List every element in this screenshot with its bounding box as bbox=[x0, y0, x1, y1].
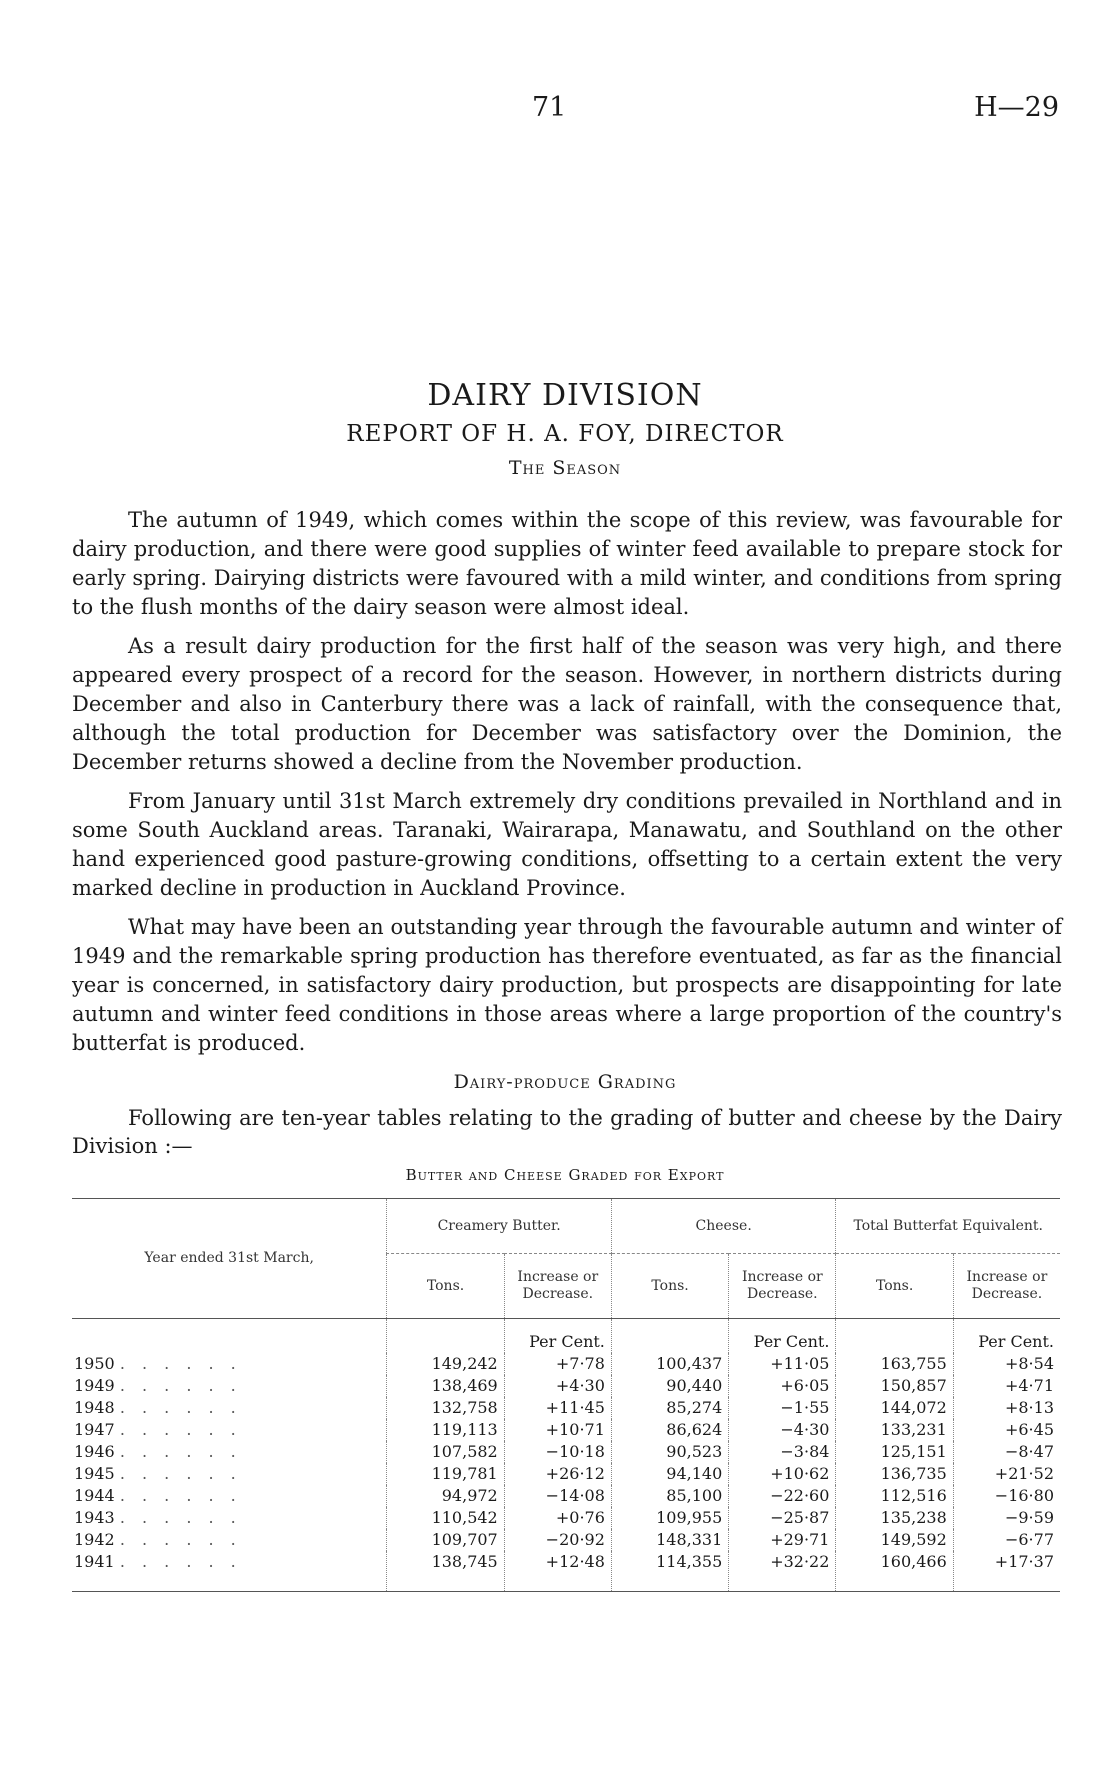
year-cell bbox=[72, 1419, 387, 1441]
cheese-tons-cell: 85,100 bbox=[611, 1485, 728, 1507]
cheese-tons-cell: 86,624 bbox=[611, 1419, 728, 1441]
title-block bbox=[70, 378, 1060, 479]
year-cell bbox=[72, 1529, 387, 1551]
year-cell bbox=[72, 1375, 387, 1397]
cheese-change-cell: +10·62 bbox=[729, 1463, 836, 1485]
butter-change-cell: +7·78 bbox=[504, 1353, 611, 1375]
butter-change-cell: +26·12 bbox=[504, 1463, 611, 1485]
report-subtitle: REPORT OF H. A. FOY, DIRECTOR bbox=[346, 421, 784, 447]
grading-intro: Following are ten-year tables relating to the grading of butter and cheese by the Dairy Division :— bbox=[72, 1106, 1062, 1158]
butterfat-tons-cell: 150,857 bbox=[836, 1375, 953, 1397]
year-value: 1944 bbox=[74, 1486, 115, 1505]
butter-group-header: Creamery Butter. bbox=[387, 1199, 612, 1254]
butterfat-tons-cell: 136,735 bbox=[836, 1463, 953, 1485]
year-value: 1948 bbox=[74, 1398, 115, 1417]
year-cell bbox=[72, 1463, 387, 1485]
unit-cell-empty bbox=[387, 1319, 504, 1354]
butterfat-change-header: Increase or Decrease. bbox=[953, 1254, 1060, 1319]
unit-cell-empty bbox=[72, 1319, 387, 1354]
cheese-tons-cell: 85,274 bbox=[611, 1397, 728, 1419]
cheese-tons-cell: 90,440 bbox=[611, 1375, 728, 1397]
butterfat-tons-cell: 112,516 bbox=[836, 1485, 953, 1507]
cheese-change-cell: +32·22 bbox=[729, 1551, 836, 1592]
season-body bbox=[72, 506, 1062, 1068]
dot-leader: . . . . . . bbox=[119, 1530, 242, 1549]
cheese-change-cell: +6·05 bbox=[729, 1375, 836, 1397]
dot-leader: . . . . . . bbox=[119, 1420, 242, 1439]
year-cell bbox=[72, 1507, 387, 1529]
table-row bbox=[72, 1485, 1060, 1507]
year-value: 1945 bbox=[74, 1464, 115, 1483]
page-header bbox=[0, 92, 1114, 128]
cheese-tons-cell: 90,523 bbox=[611, 1441, 728, 1463]
butterfat-unit-label: Per Cent. bbox=[953, 1319, 1060, 1354]
butter-tons-cell: 119,113 bbox=[387, 1419, 504, 1441]
year-cell bbox=[72, 1353, 387, 1375]
dot-leader: . . . . . . bbox=[119, 1398, 242, 1417]
butterfat-tons-cell: 133,231 bbox=[836, 1419, 953, 1441]
butter-tons-cell: 107,582 bbox=[387, 1441, 504, 1463]
dot-leader: . . . . . . bbox=[119, 1354, 242, 1373]
butter-tons-cell: 94,972 bbox=[387, 1485, 504, 1507]
butter-change-cell: +12·48 bbox=[504, 1551, 611, 1592]
dot-leader: . . . . . . bbox=[119, 1442, 242, 1461]
unit-cell-empty bbox=[836, 1319, 953, 1354]
butter-change-cell: −10·18 bbox=[504, 1441, 611, 1463]
cheese-change-cell: −1·55 bbox=[729, 1397, 836, 1419]
butterfat-change-cell: −16·80 bbox=[953, 1485, 1060, 1507]
year-cell bbox=[72, 1485, 387, 1507]
paragraph: The autumn of 1949, which comes within the scope of this review, was favourable for dairy production, and there were good supplies of winter feed available to prepare stock for early spring. Dairying districts were favoured with a mild winter, and conditions from spring to the flush months of the dairy season were almost ideal. bbox=[72, 508, 1062, 619]
document-reference: H—29 bbox=[974, 92, 1059, 123]
cheese-tons-header: Tons. bbox=[611, 1254, 728, 1319]
year-value: 1942 bbox=[74, 1530, 115, 1549]
year-cell bbox=[72, 1551, 387, 1592]
butter-change-cell: +10·71 bbox=[504, 1419, 611, 1441]
butter-unit-label: Per Cent. bbox=[504, 1319, 611, 1354]
butterfat-group-header: Total Butterfat Equivalent. bbox=[836, 1199, 1060, 1254]
butterfat-tons-cell: 149,592 bbox=[836, 1529, 953, 1551]
butter-change-cell: +0·76 bbox=[504, 1507, 611, 1529]
butterfat-change-cell: +8·54 bbox=[953, 1353, 1060, 1375]
year-value: 1946 bbox=[74, 1442, 115, 1461]
butter-tons-cell: 132,758 bbox=[387, 1397, 504, 1419]
cheese-change-cell: −25·87 bbox=[729, 1507, 836, 1529]
butter-change-cell: −14·08 bbox=[504, 1485, 611, 1507]
cheese-tons-cell: 109,955 bbox=[611, 1507, 728, 1529]
table-row bbox=[72, 1375, 1060, 1397]
cheese-group-header: Cheese. bbox=[611, 1199, 836, 1254]
cheese-unit-label: Per Cent. bbox=[729, 1319, 836, 1354]
paragraph: As a result dairy production for the first half of the season was very high, and there appeared every prospect of a record for the season. However, in northern districts during December and also in Canterbury there was a lack of rainfall, with the consequence that, although the total production for December was satisfactory over the Dominion, the December returns showed a decline from the November production. bbox=[72, 634, 1062, 774]
paragraph: From January until 31st March extremely dry conditions prevailed in Northland and in some South Auckland areas. Taranaki, Wairarapa, Manawatu, and Southland on the other hand experienced good pasture-growing conditions, offsetting to a certain extent the very marked decline in production in Auckland Province. bbox=[72, 789, 1062, 900]
dot-leader: . . . . . . bbox=[119, 1552, 242, 1571]
butterfat-change-cell: +17·37 bbox=[953, 1551, 1060, 1592]
table-title: Butter and Cheese Graded for Export bbox=[405, 1166, 725, 1184]
butterfat-change-cell: −6·77 bbox=[953, 1529, 1060, 1551]
butterfat-tons-cell: 163,755 bbox=[836, 1353, 953, 1375]
butterfat-tons-cell: 125,151 bbox=[836, 1441, 953, 1463]
section-title-grading: Dairy-produce Grading bbox=[453, 1071, 677, 1093]
year-value: 1950 bbox=[74, 1354, 115, 1373]
butter-tons-cell: 149,242 bbox=[387, 1353, 504, 1375]
butterfat-tons-cell: 135,238 bbox=[836, 1507, 953, 1529]
butter-tons-cell: 138,469 bbox=[387, 1375, 504, 1397]
cheese-change-cell: −22·60 bbox=[729, 1485, 836, 1507]
table-row bbox=[72, 1463, 1060, 1485]
butter-tons-cell: 109,707 bbox=[387, 1529, 504, 1551]
grading-table-container bbox=[72, 1198, 1060, 1592]
butter-tons-cell: 110,542 bbox=[387, 1507, 504, 1529]
dot-leader: . . . . . . bbox=[119, 1486, 242, 1505]
year-value: 1941 bbox=[74, 1552, 115, 1571]
butterfat-change-cell: +6·45 bbox=[953, 1419, 1060, 1441]
butterfat-change-cell: +8·13 bbox=[953, 1397, 1060, 1419]
butter-tons-cell: 138,745 bbox=[387, 1551, 504, 1592]
butter-change-cell: −20·92 bbox=[504, 1529, 611, 1551]
unit-cell-empty bbox=[611, 1319, 728, 1354]
table-row bbox=[72, 1419, 1060, 1441]
butterfat-change-cell: +21·52 bbox=[953, 1463, 1060, 1485]
cheese-change-cell: −3·84 bbox=[729, 1441, 836, 1463]
main-title: DAIRY DIVISION bbox=[427, 378, 703, 413]
dot-leader: . . . . . . bbox=[119, 1464, 242, 1483]
paragraph: What may have been an outstanding year through the favourable autumn and winter of 1949 and the remarkable spring production has therefore eventuated, as far as the financial year is concerned, in satisfactory dairy production, but prospects are disappointing for late autumn and winter feed conditions in those areas where a large proportion of the country's butterfat is produced. bbox=[72, 915, 1062, 1055]
cheese-change-cell: +29·71 bbox=[729, 1529, 836, 1551]
cheese-change-cell: −4·30 bbox=[729, 1419, 836, 1441]
grading-table bbox=[72, 1198, 1060, 1592]
butterfat-change-cell: +4·71 bbox=[953, 1375, 1060, 1397]
butterfat-tons-header: Tons. bbox=[836, 1254, 953, 1319]
cheese-change-header: Increase or Decrease. bbox=[729, 1254, 836, 1319]
butter-change-cell: +4·30 bbox=[504, 1375, 611, 1397]
unit-row bbox=[72, 1319, 1060, 1354]
table-row bbox=[72, 1507, 1060, 1529]
year-cell bbox=[72, 1397, 387, 1419]
dot-leader: . . . . . . bbox=[119, 1508, 242, 1527]
table-body bbox=[72, 1319, 1060, 1592]
table-row bbox=[72, 1551, 1060, 1592]
cheese-tons-cell: 148,331 bbox=[611, 1529, 728, 1551]
cheese-tons-cell: 94,140 bbox=[611, 1463, 728, 1485]
table-row bbox=[72, 1353, 1060, 1375]
table-row bbox=[72, 1529, 1060, 1551]
butterfat-change-cell: −9·59 bbox=[953, 1507, 1060, 1529]
year-cell bbox=[72, 1441, 387, 1463]
cheese-tons-cell: 114,355 bbox=[611, 1551, 728, 1592]
butter-change-header: Increase or Decrease. bbox=[504, 1254, 611, 1319]
butterfat-change-cell: −8·47 bbox=[953, 1441, 1060, 1463]
cheese-tons-cell: 100,437 bbox=[611, 1353, 728, 1375]
year-value: 1943 bbox=[74, 1508, 115, 1527]
butter-change-cell: +11·45 bbox=[504, 1397, 611, 1419]
butter-tons-cell: 119,781 bbox=[387, 1463, 504, 1485]
butterfat-tons-cell: 144,072 bbox=[836, 1397, 953, 1419]
page-number: 71 bbox=[532, 92, 567, 123]
butter-tons-header: Tons. bbox=[387, 1254, 504, 1319]
table-row bbox=[72, 1441, 1060, 1463]
year-column-header: Year ended 31st March, bbox=[72, 1199, 387, 1319]
year-value: 1947 bbox=[74, 1420, 115, 1439]
cheese-change-cell: +11·05 bbox=[729, 1353, 836, 1375]
year-value: 1949 bbox=[74, 1376, 115, 1395]
table-row bbox=[72, 1397, 1060, 1419]
butterfat-tons-cell: 160,466 bbox=[836, 1551, 953, 1592]
dot-leader: . . . . . . bbox=[119, 1376, 242, 1395]
section-title-season: The Season bbox=[508, 457, 622, 479]
